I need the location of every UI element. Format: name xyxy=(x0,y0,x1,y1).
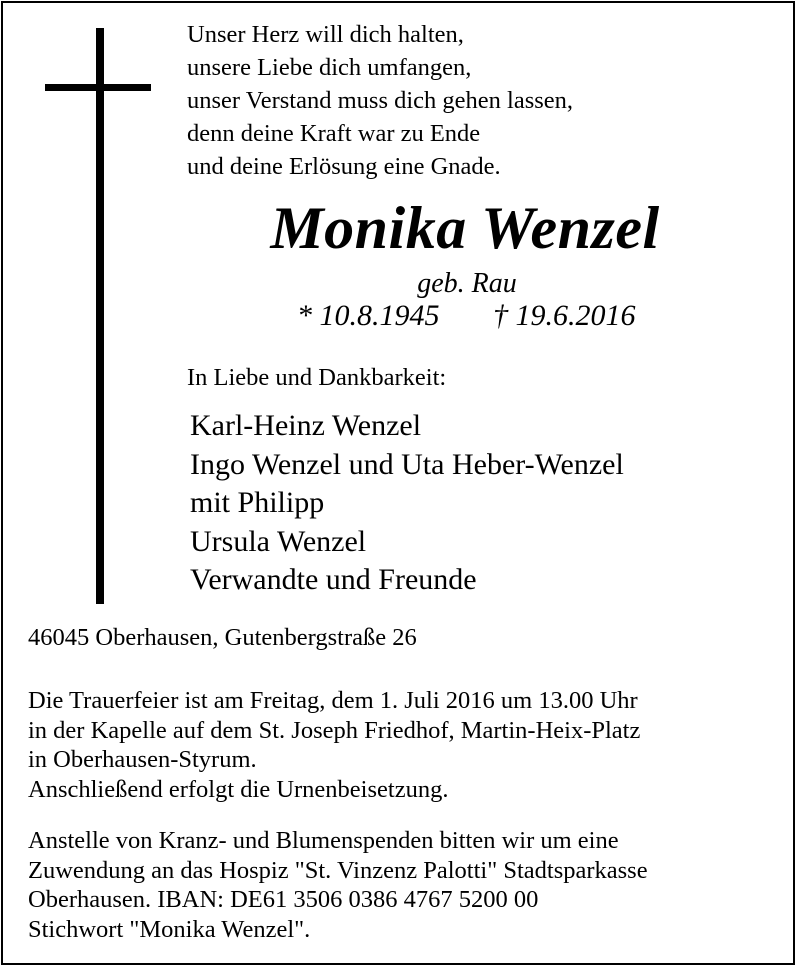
mourner-line-4: Ursula Wenzel xyxy=(190,524,367,558)
poem-line-1: Unser Herz will dich halten, xyxy=(187,21,464,48)
mourner-line-5: Verwandte und Freunde xyxy=(190,563,477,596)
mourners-intro: In Liebe und Dankbarkeit: xyxy=(187,364,447,391)
donation-notice xyxy=(28,826,648,944)
ceremony-line-3: in Oberhausen-Styrum. xyxy=(28,746,257,773)
mourners-list xyxy=(190,407,624,600)
cross-vertical-bar xyxy=(96,28,104,604)
mourner-line-3: mit Philipp xyxy=(190,486,325,519)
ceremony-line-4: Anschließend erfolgt die Urnenbeisetzung. xyxy=(28,775,449,803)
poem-line-4: denn deine Kraft war zu Ende xyxy=(187,120,481,147)
poem-block xyxy=(187,18,573,183)
mourner-line-2: Ingo Wenzel und Uta Heber-Wenzel xyxy=(190,447,624,481)
ceremony-line-1: Die Trauerfeier ist am Freitag, dem 1. Juli 2016 um 13.00 Uhr xyxy=(28,687,638,714)
ceremony-notice xyxy=(28,686,640,804)
birth-date: * 10.8.1945 xyxy=(297,299,440,332)
poem-line-5: und deine Erlösung eine Gnade. xyxy=(187,153,501,180)
poem-line-2: unsere Liebe dich umfangen, xyxy=(187,54,472,81)
poem-line-3: unser Verstand muss dich gehen lassen, xyxy=(187,87,574,114)
donation-line-1: Anstelle von Kranz- und Blumenspenden bitten wir um eine xyxy=(28,827,619,854)
donation-line-3: Oberhausen. IBAN: DE61 3506 0386 4767 5200 00 xyxy=(28,886,539,913)
donation-line-4: Stichwort "Monika Wenzel". xyxy=(28,915,311,943)
ceremony-line-2: in der Kapelle auf dem St. Joseph Friedhof, Martin-Heix-Platz xyxy=(28,716,641,744)
cross-horizontal-bar xyxy=(45,84,151,91)
deceased-name: Monika Wenzel xyxy=(270,195,660,261)
donation-line-2: Zuwendung an das Hospiz "St. Vinzenz Palotti" Stadtsparkasse xyxy=(28,856,648,884)
maiden-name: geb. Rau xyxy=(417,268,517,299)
death-date: † 19.6.2016 xyxy=(493,299,636,332)
family-address: 46045 Oberhausen, Gutenbergstraße 26 xyxy=(28,624,417,651)
mourner-line-1: Karl-Heinz Wenzel xyxy=(190,409,422,442)
